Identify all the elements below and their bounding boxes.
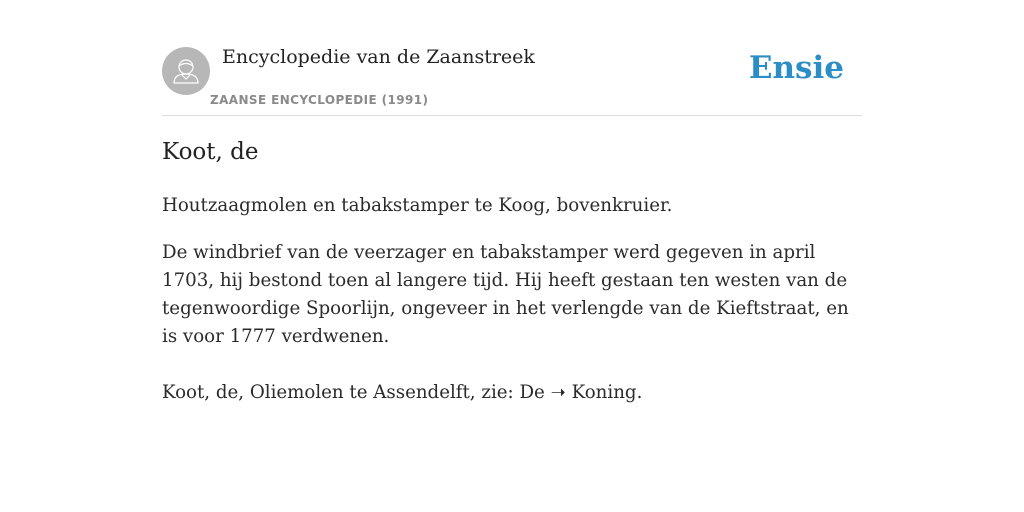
source-title[interactable]: Encyclopedie van de Zaanstreek (222, 46, 535, 68)
page-container (162, 0, 862, 403)
arrow-right-icon: ➝ (550, 382, 566, 403)
user-icon (162, 47, 210, 95)
xref-prefix: Koot, de, Oliemolen te Assendelft, zie: De (162, 382, 551, 403)
ensie-logo-link[interactable]: Ensie (748, 50, 844, 86)
xref-suffix: . (636, 382, 643, 403)
avatar (162, 47, 210, 95)
article-paragraph-1: Houtzaagmolen en tabakstamper te Koog, bovenkruier. (162, 195, 673, 216)
article-title: Koot, de (162, 139, 259, 165)
cross-reference (162, 379, 862, 407)
article-paragraph-2: De windbrief van de veerzager en tabakstamper werd gegeven in april 1703, hij bestond toen al langere tijd. Hij heeft gestaan ten westen van de tegenwoordige Spoorlijn, ongeveer in het verlengde van de Kieftstraat, en is voor 1777 verdwenen. (162, 242, 849, 347)
source-header (162, 0, 862, 116)
xref-link-koning[interactable]: Koning (571, 382, 637, 403)
source-subtitle: ZAANSE ENCYCLOPEDIE (1991) (210, 93, 429, 107)
